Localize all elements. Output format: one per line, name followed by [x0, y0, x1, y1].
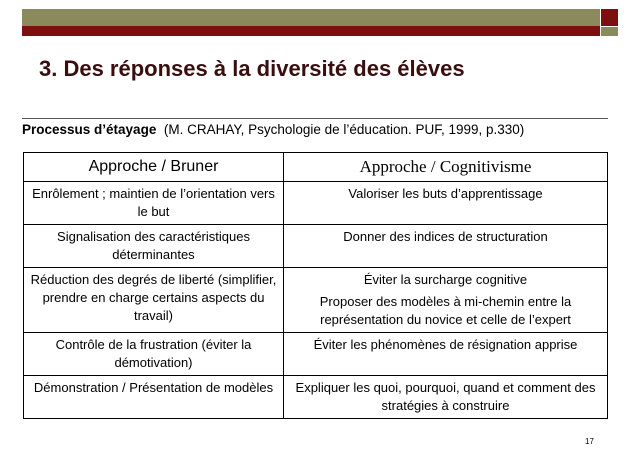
cell-bruner [24, 376, 284, 419]
cell-text: Expliquer les quoi, pourquoi, quand et comment des stratégies à construire [295, 380, 596, 413]
cell-cognitivisme [284, 268, 608, 333]
cell-text: Donner des indices de structuration [343, 229, 548, 244]
subtitle [22, 122, 524, 137]
header-bar-olive [22, 9, 600, 26]
header-square-olive [601, 27, 618, 36]
cell-cognitivisme [284, 225, 608, 268]
slide-title: 3. Des réponses à la diversité des élèves [39, 56, 465, 81]
cell-bruner [24, 182, 284, 225]
table-row [24, 268, 608, 333]
comparison-table [23, 152, 608, 419]
header-bar-maroon [22, 26, 600, 36]
table-row [24, 225, 608, 268]
cell-text: Réduction des degrés de liberté (simplifier, prendre en charge certains aspects du travail) [30, 272, 277, 323]
cell-text: Enrôlement ; maintien de l’orientation vers le but [32, 186, 275, 219]
cell-cognitivisme [284, 376, 608, 419]
table-row [24, 376, 608, 419]
cell-text: Contrôle de la frustration (éviter la démotivation) [55, 337, 252, 370]
cell-cognitivisme [284, 333, 608, 376]
page-number: 17 [585, 437, 594, 446]
table-row [24, 182, 608, 225]
cell-text: Signalisation des caractéristiques déterminantes [57, 229, 250, 262]
cell-text: Valoriser les buts d’apprentissage [348, 186, 543, 201]
header-square-maroon [601, 9, 618, 26]
table-header-row [24, 153, 608, 182]
subtitle-reference: (M. CRAHAY, Psychologie de l’éducation. PUF, 1999, p.330) [163, 122, 525, 137]
cell-text: Démonstration / Présentation de modèles [33, 380, 274, 395]
header-cognitivisme: Approche / Cognitivisme [284, 153, 608, 182]
subtitle-label: Processus d’étayage [22, 122, 157, 137]
cell-bruner [24, 268, 284, 333]
cell-text: Éviter la surcharge cognitive [363, 272, 528, 287]
cell-text: Proposer des modèles à mi-chemin entre la représentation du novice et celle de l’expert [319, 294, 572, 327]
cell-bruner [24, 333, 284, 376]
table-row [24, 333, 608, 376]
cell-cognitivisme [284, 182, 608, 225]
divider [22, 118, 608, 119]
cell-bruner [24, 225, 284, 268]
cell-text: Éviter les phénomènes de résignation apprise [313, 337, 578, 352]
header-bruner: Approche / Bruner [24, 153, 284, 182]
